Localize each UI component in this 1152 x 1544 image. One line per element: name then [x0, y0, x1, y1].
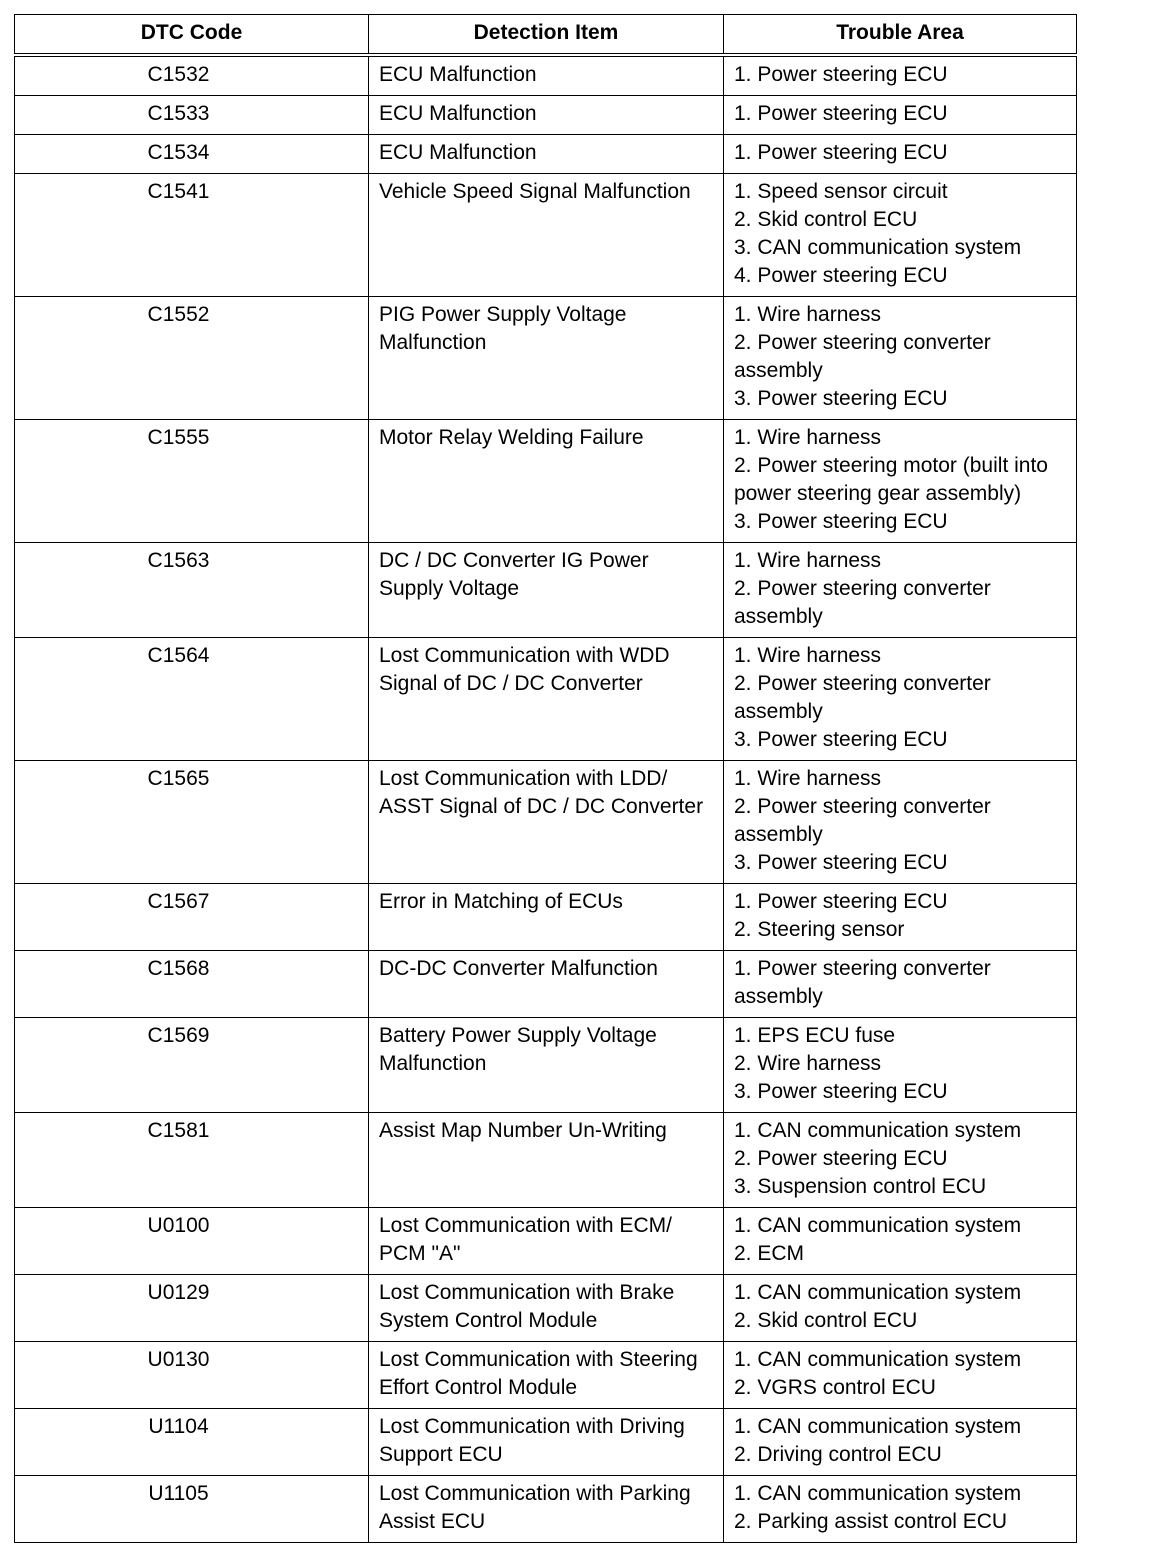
trouble-area-entry: 3. Power steering ECU [734, 728, 948, 751]
dtc-code-cell: U0130 [15, 1342, 369, 1409]
trouble-area-entry: 1. EPS ECU fuse [734, 1024, 896, 1047]
table-row [15, 96, 1077, 135]
trouble-area-entry: 1. Wire harness [734, 426, 882, 449]
table-row [15, 297, 1077, 420]
detection-item-cell: ECU Malfunction [369, 55, 724, 96]
table-row [15, 420, 1077, 543]
trouble-area-entry: 2. Skid control ECU [734, 208, 918, 231]
trouble-area-entry: 3. Suspension control ECU [734, 1175, 987, 1198]
trouble-area-entry: 3. CAN communication system [734, 236, 1022, 259]
trouble-area-entry: 1. CAN communication system [734, 1214, 1022, 1237]
dtc-code-cell: C1565 [15, 761, 369, 884]
trouble-area-entry: 2. ECM [734, 1242, 805, 1265]
dtc-code-cell: C1541 [15, 174, 369, 297]
trouble-area-entry: 2. VGRS control ECU [734, 1376, 936, 1399]
trouble-area-entry: 2. Parking assist control ECU [734, 1510, 1008, 1533]
header-row [15, 15, 1077, 56]
trouble-area-cell [724, 1275, 1077, 1342]
header-trouble-area: Trouble Area [724, 15, 1077, 56]
dtc-code-cell: C1534 [15, 135, 369, 174]
detection-item-cell: Lost Communication with Steering Effort Control Module [369, 1342, 724, 1409]
trouble-area-entry: 1. CAN communication system [734, 1415, 1022, 1438]
table-body [15, 55, 1077, 1543]
trouble-area-entry: 1. CAN communication system [734, 1119, 1022, 1142]
table-row [15, 1018, 1077, 1113]
trouble-area-entry: 1. Power steering ECU [734, 141, 948, 164]
table-row [15, 951, 1077, 1018]
trouble-area-cell [724, 1113, 1077, 1208]
trouble-area-entry: 3. Power steering ECU [734, 510, 948, 533]
table-row [15, 884, 1077, 951]
table-row [15, 638, 1077, 761]
detection-item-cell: Lost Communication with Driving Support ECU [369, 1409, 724, 1476]
trouble-area-cell [724, 55, 1077, 96]
trouble-area-cell [724, 1342, 1077, 1409]
table-row [15, 1476, 1077, 1543]
trouble-area-entry: 2. Power steering motor (built into power steering gear assembly) [734, 454, 1048, 505]
trouble-area-entry: 3. Power steering ECU [734, 851, 948, 874]
trouble-area-cell [724, 297, 1077, 420]
table-row [15, 1275, 1077, 1342]
trouble-area-entry: 1. Power steering ECU [734, 890, 948, 913]
trouble-area-entry: 4. Power steering ECU [734, 264, 948, 287]
trouble-area-cell [724, 1018, 1077, 1113]
trouble-area-entry: 1. Power steering ECU [734, 102, 948, 125]
table-row [15, 1113, 1077, 1208]
dtc-code-cell: C1564 [15, 638, 369, 761]
table-row [15, 55, 1077, 96]
trouble-area-entry: 2. Power steering converter assembly [734, 577, 991, 628]
trouble-area-cell [724, 761, 1077, 884]
trouble-area-entry: 1. Wire harness [734, 303, 882, 326]
detection-item-cell: Vehicle Speed Signal Malfunction [369, 174, 724, 297]
dtc-code-cell: C1552 [15, 297, 369, 420]
trouble-area-cell [724, 1476, 1077, 1543]
trouble-area-cell [724, 1409, 1077, 1476]
trouble-area-entry: 1. CAN communication system [734, 1482, 1022, 1505]
trouble-area-cell [724, 638, 1077, 761]
trouble-area-entry: 2. Power steering converter assembly [734, 795, 991, 846]
table-row [15, 135, 1077, 174]
trouble-area-entry: 1. Wire harness [734, 767, 882, 790]
trouble-area-cell [724, 884, 1077, 951]
trouble-area-cell [724, 420, 1077, 543]
dtc-code-cell: U0100 [15, 1208, 369, 1275]
detection-item-cell: Lost Communication with LDD/ ASST Signal of DC / DC Converter [369, 761, 724, 884]
trouble-area-entry: 3. Power steering ECU [734, 1080, 948, 1103]
trouble-area-entry: 2. Driving control ECU [734, 1443, 942, 1466]
trouble-area-entry: 1. Power steering converter assembly [734, 957, 991, 1008]
trouble-area-entry: 2. Wire harness [734, 1052, 882, 1075]
trouble-area-cell [724, 135, 1077, 174]
dtc-code-cell: C1533 [15, 96, 369, 135]
dtc-code-cell: C1532 [15, 55, 369, 96]
table-row [15, 761, 1077, 884]
header-dtc-code: DTC Code [15, 15, 369, 56]
dtc-table [14, 14, 1077, 1543]
trouble-area-entry: 2. Steering sensor [734, 918, 905, 941]
dtc-code-cell: C1581 [15, 1113, 369, 1208]
detection-item-cell: DC-DC Converter Malfunction [369, 951, 724, 1018]
dtc-code-cell: C1568 [15, 951, 369, 1018]
trouble-area-entry: 1. Speed sensor circuit [734, 180, 948, 203]
detection-item-cell: Error in Matching of ECUs [369, 884, 724, 951]
trouble-area-cell [724, 96, 1077, 135]
table-row [15, 1342, 1077, 1409]
dtc-code-cell: U0129 [15, 1275, 369, 1342]
dtc-code-cell: U1104 [15, 1409, 369, 1476]
detection-item-cell: Lost Communication with ECM/ PCM "A" [369, 1208, 724, 1275]
table-row [15, 1208, 1077, 1275]
dtc-code-cell: C1569 [15, 1018, 369, 1113]
trouble-area-entry: 3. Power steering ECU [734, 387, 948, 410]
trouble-area-entry: 2. Power steering ECU [734, 1147, 948, 1170]
trouble-area-cell [724, 543, 1077, 638]
detection-item-cell: Battery Power Supply Voltage Malfunction [369, 1018, 724, 1113]
detection-item-cell: Lost Communication with Brake System Control Module [369, 1275, 724, 1342]
header-detection-item: Detection Item [369, 15, 724, 56]
detection-item-cell: Lost Communication with Parking Assist ECU [369, 1476, 724, 1543]
dtc-code-cell: C1555 [15, 420, 369, 543]
table-row [15, 1409, 1077, 1476]
table-row [15, 543, 1077, 638]
trouble-area-entry: 1. Wire harness [734, 644, 882, 667]
table-row [15, 174, 1077, 297]
trouble-area-cell [724, 1208, 1077, 1275]
trouble-area-entry: 2. Power steering converter assembly [734, 672, 991, 723]
detection-item-cell: ECU Malfunction [369, 135, 724, 174]
trouble-area-entry: 1. Power steering ECU [734, 63, 948, 86]
trouble-area-entry: 1. CAN communication system [734, 1348, 1022, 1371]
trouble-area-cell [724, 951, 1077, 1018]
dtc-code-cell: U1105 [15, 1476, 369, 1543]
dtc-code-cell: C1567 [15, 884, 369, 951]
detection-item-cell: Motor Relay Welding Failure [369, 420, 724, 543]
detection-item-cell: Lost Communication with WDD Signal of DC / DC Converter [369, 638, 724, 761]
detection-item-cell: PIG Power Supply Voltage Malfunction [369, 297, 724, 420]
trouble-area-entry: 2. Power steering converter assembly [734, 331, 991, 382]
trouble-area-cell [724, 174, 1077, 297]
trouble-area-entry: 1. CAN communication system [734, 1281, 1022, 1304]
dtc-code-cell: C1563 [15, 543, 369, 638]
detection-item-cell: DC / DC Converter IG Power Supply Voltage [369, 543, 724, 638]
trouble-area-entry: 1. Wire harness [734, 549, 882, 572]
detection-item-cell: ECU Malfunction [369, 96, 724, 135]
detection-item-cell: Assist Map Number Un-Writing [369, 1113, 724, 1208]
trouble-area-entry: 2. Skid control ECU [734, 1309, 918, 1332]
